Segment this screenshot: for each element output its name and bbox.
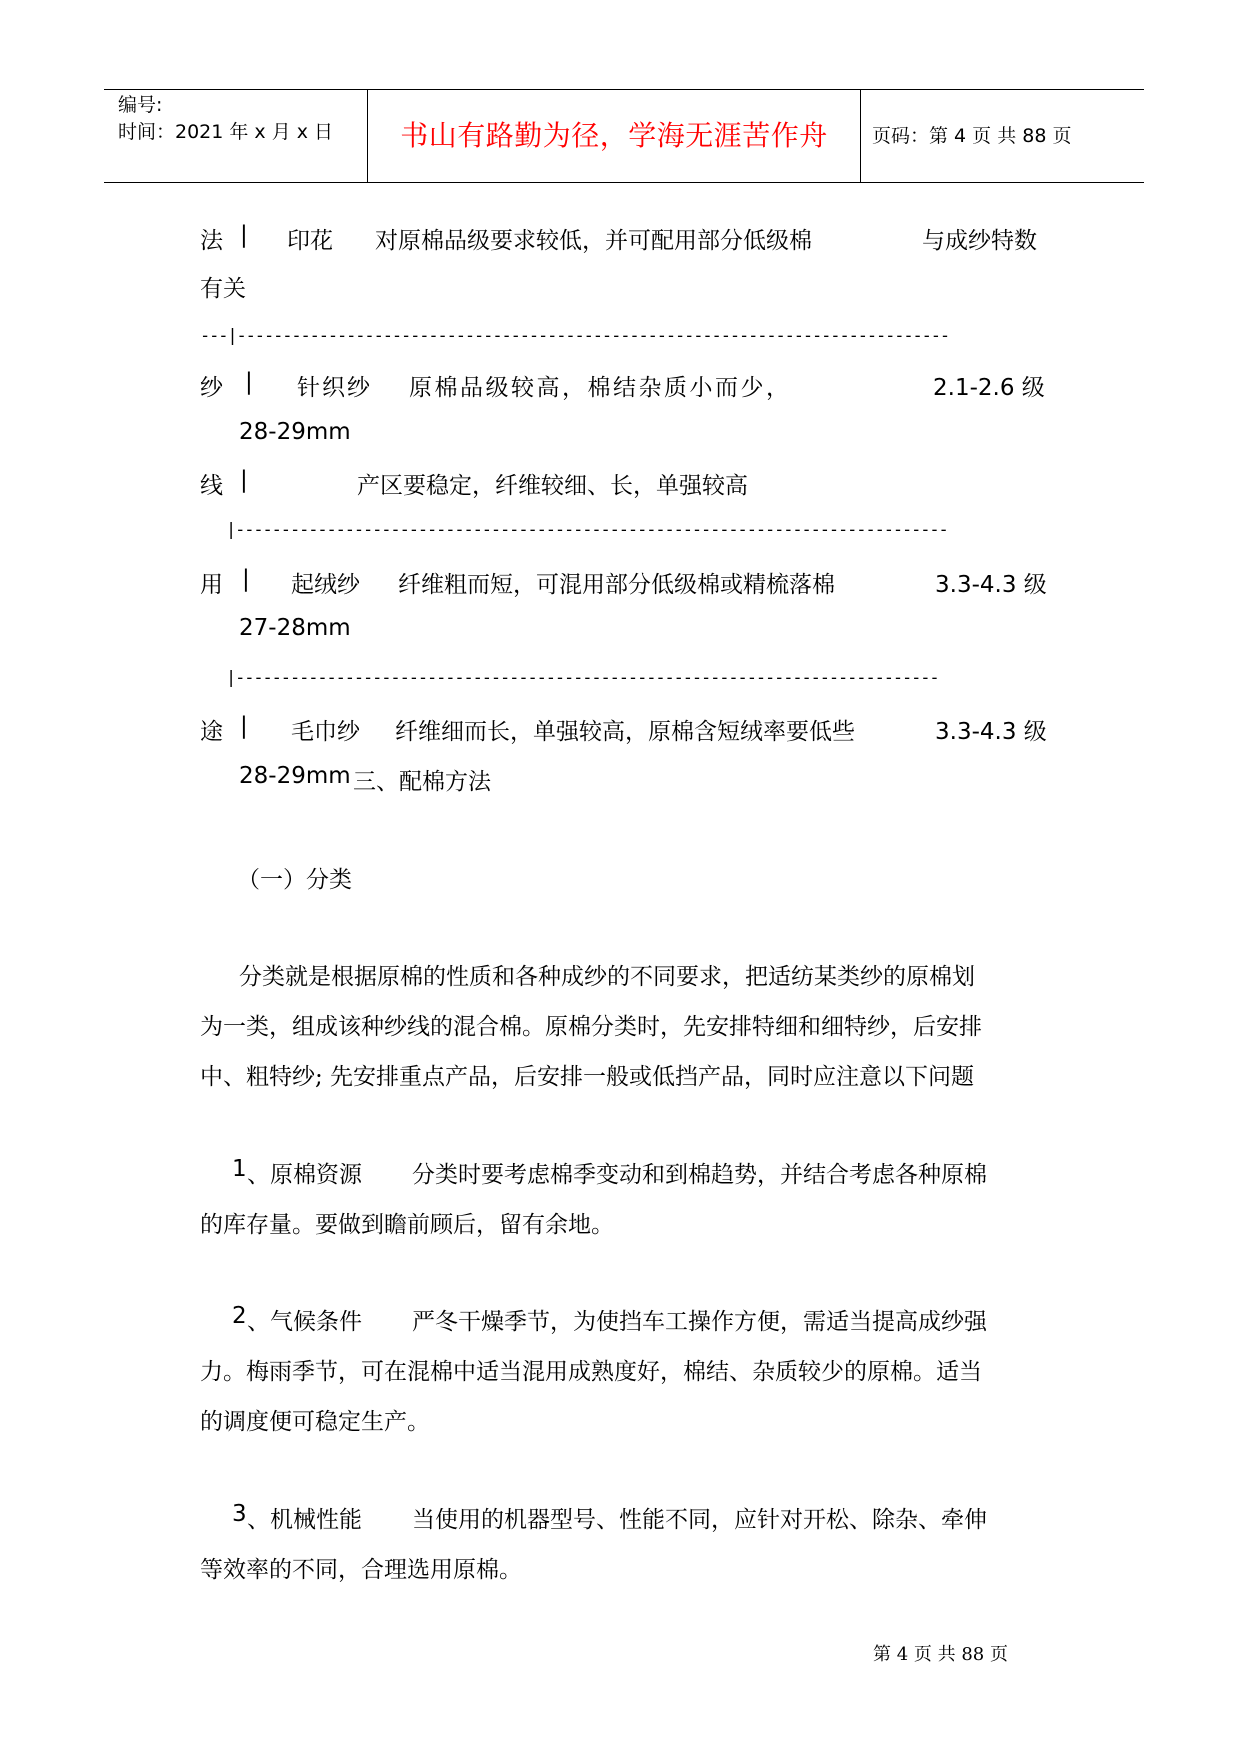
table-note-continued: 有关 (200, 276, 246, 302)
header-meta (118, 92, 368, 146)
item-text-continued: 的调度便可稳定生产。 (200, 1409, 430, 1435)
header-page-info: 页码：第 4 页 共 88 页 (872, 125, 1072, 147)
table-product-name: 针织纱 (297, 375, 372, 401)
section-title: 三、配棉方法 (353, 769, 491, 795)
item-number: 2 (232, 1303, 247, 1329)
item-number: 3 (232, 1501, 247, 1527)
table-bar: | (240, 713, 248, 739)
paragraph-line: 为一类，组成该种纱线的混合棉。原棉分类时，先安排特细和细特纱，后安排 (200, 1014, 982, 1040)
table-bar: | (242, 566, 250, 592)
item-text: 当使用的机器型号、性能不同，应针对开松、除杂、牵伸 (412, 1507, 987, 1533)
section-heading: （一）分类 (237, 867, 352, 893)
table-side-char: 途 (200, 719, 223, 745)
item-title: 、气候条件 (247, 1309, 362, 1335)
table-fiber-length: 27-28mm (239, 615, 351, 641)
table-note: 与成纱特数 (922, 228, 1037, 254)
table-product-name: 毛巾纱 (291, 719, 360, 745)
page-footer: 第 4 页 共 88 页 (873, 1644, 1008, 1665)
table-rule: |------------------------------------------------------------------------------ (226, 520, 948, 540)
header-divider (860, 90, 861, 182)
table-description: 产区要稳定，纤维较细、长，单强较高 (357, 473, 748, 499)
table-grade: 2.1-2.6 级 (933, 375, 1045, 401)
table-grade: 3.3-4.3 级 (935, 719, 1047, 745)
table-product-name: 起绒纱 (291, 572, 360, 598)
paragraph-line: 分类就是根据原棉的性质和各种成纱的不同要求，把适纺某类纱的原棉划 (239, 964, 975, 990)
item-text-continued: 等效率的不同，合理选用原棉。 (200, 1557, 522, 1583)
table-side-char: 用 (200, 572, 223, 598)
table-side-char: 法 (200, 228, 223, 254)
item-title: 、原棉资源 (247, 1162, 362, 1188)
item-text: 分类时要考虑棉季变动和到棉趋势，并结合考虑各种原棉 (412, 1162, 987, 1188)
table-product-name: 印花 (287, 228, 333, 254)
table-rule: ---|------------------------------------------------------------------------------ (200, 326, 950, 346)
header-number-label: 编号: (118, 94, 163, 116)
table-description: 纤维细而长，单强较高，原棉含短绒率要低些 (395, 719, 855, 745)
table-bar: | (240, 222, 248, 248)
table-fiber-length: 28-29mm (239, 419, 351, 445)
paragraph-line: 中、粗特纱; 先安排重点产品，后安排一般或低挡产品，同时应注意以下问题 (200, 1064, 975, 1090)
header-time-label: 时间：2021 年 x 月 x 日 (118, 121, 334, 143)
item-text-continued: 的库存量。要做到瞻前顾后，留有余地。 (200, 1212, 614, 1238)
table-description: 原棉品级较高，棉结杂质小而少， (409, 375, 792, 401)
item-number: 1 (232, 1156, 247, 1182)
page-header (104, 89, 1144, 183)
table-side-char: 纱 (200, 375, 223, 401)
header-motto: 书山有路勤为径，学海无涯苦作舟 (400, 119, 828, 152)
table-bar: | (240, 467, 248, 493)
table-description: 纤维粗而短，可混用部分低级棉或精梳落棉 (398, 572, 835, 598)
item-text-continued: 力。梅雨季节，可在混棉中适当混用成熟度好，棉结、杂质较少的原棉。适当 (200, 1359, 982, 1385)
table-side-char: 线 (200, 473, 223, 499)
item-title: 、机械性能 (247, 1507, 362, 1533)
table-fiber-length: 28-29mm (239, 763, 351, 789)
table-grade: 3.3-4.3 级 (935, 572, 1047, 598)
table-bar: | (245, 369, 253, 395)
table-description: 对原棉品级要求较低，并可配用部分低级棉 (375, 228, 812, 254)
table-rule: |----------------------------------------------------------------------------- (226, 668, 939, 688)
item-text: 严冬干燥季节，为使挡车工操作方便，需适当提高成纱强 (412, 1309, 987, 1335)
